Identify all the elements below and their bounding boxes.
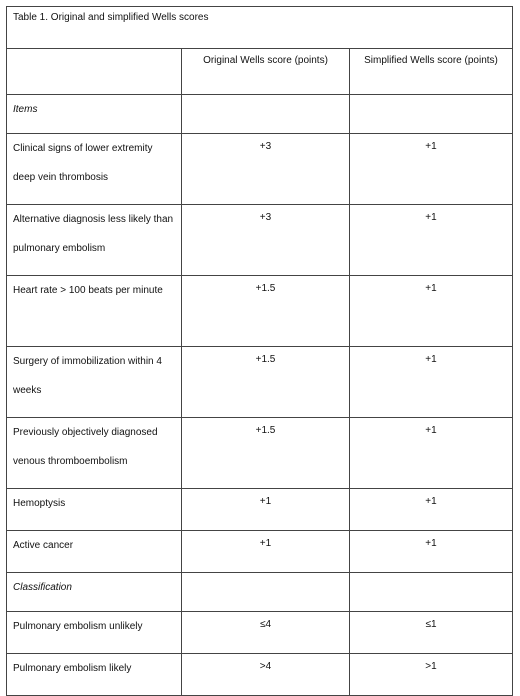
original-score-cell [182, 612, 350, 654]
header-label-simplified: Simplified Wells score (points) [364, 55, 498, 66]
header-label-original: Original Wells score (points) [203, 55, 328, 66]
simplified-score-value: +1 [425, 496, 437, 507]
table-row [7, 654, 513, 696]
original-score-cell [182, 531, 350, 573]
row-label: Clinical signs of lower extremity deep vein thrombosis [13, 143, 153, 183]
original-score-cell [182, 573, 350, 612]
header-label-empty [7, 49, 181, 59]
row-label-cell [7, 418, 182, 489]
original-score-value: +1 [259, 538, 272, 549]
row-label: Surgery of immobilization within 4 weeks [13, 356, 162, 396]
original-score-cell [182, 205, 350, 276]
simplified-score-cell [350, 418, 513, 489]
simplified-score-value: +1 [425, 283, 437, 294]
row-label: Active cancer [13, 540, 74, 551]
row-label: Pulmonary embolism unlikely [13, 621, 143, 632]
simplified-score-cell [350, 95, 513, 134]
original-score-cell [182, 276, 350, 347]
row-label-cell [7, 134, 182, 205]
original-score-cell [182, 347, 350, 418]
original-score-cell [182, 489, 350, 531]
row-label-cell [7, 205, 182, 276]
simplified-score-cell [350, 489, 513, 531]
table-row [7, 134, 513, 205]
table-row [7, 347, 513, 418]
section-label: Classification [13, 582, 72, 593]
simplified-score-cell [350, 276, 513, 347]
simplified-score-cell [350, 347, 513, 418]
row-label-cell [7, 654, 182, 696]
table-caption: Table 1. Original and simplified Wells scores [13, 12, 209, 23]
original-score-cell [182, 134, 350, 205]
original-score-cell [182, 418, 350, 489]
original-score-value: +3 [259, 212, 272, 223]
original-score-cell [182, 95, 350, 134]
simplified-score-cell [350, 531, 513, 573]
simplified-score-value: +1 [425, 212, 437, 223]
wells-score-table [6, 6, 513, 696]
original-score-value: >4 [259, 661, 272, 672]
original-score-value: +3 [259, 141, 272, 152]
table-row [7, 205, 513, 276]
original-score-value: +1.5 [255, 425, 276, 436]
row-label: Alternative diagnosis less likely than pulmonary embolism [13, 214, 174, 254]
simplified-score-value: +1 [425, 538, 437, 549]
simplified-score-cell [350, 654, 513, 696]
row-label: Previously objectively diagnosed venous thromboembolism [13, 427, 158, 467]
header-cell-simplified [350, 49, 513, 95]
simplified-score-value: ≤1 [425, 619, 437, 630]
original-score-value: +1 [259, 496, 272, 507]
original-score-value: +1.5 [255, 283, 276, 294]
original-score-cell [182, 654, 350, 696]
original-score-value: ≤4 [259, 619, 272, 630]
section-label: Items [13, 104, 38, 115]
simplified-score-cell [350, 205, 513, 276]
row-label: Pulmonary embolism likely [13, 663, 132, 674]
original-score-value: +1.5 [255, 354, 276, 365]
header-cell-original [182, 49, 350, 95]
simplified-score-value: +1 [425, 141, 437, 152]
simplified-score-value: +1 [425, 425, 437, 436]
simplified-score-value: +1 [425, 354, 437, 365]
row-label-cell [7, 347, 182, 418]
row-label: Heart rate > 100 beats per minute [13, 285, 163, 296]
table-row [7, 276, 513, 347]
simplified-score-value: >1 [425, 661, 437, 672]
caption-row [7, 7, 513, 49]
simplified-score-cell [350, 612, 513, 654]
row-label-cell [7, 276, 182, 347]
simplified-score-cell [350, 573, 513, 612]
row-label: Hemoptysis [13, 498, 66, 509]
table-row [7, 418, 513, 489]
caption-cell [7, 7, 513, 49]
simplified-score-cell [350, 134, 513, 205]
